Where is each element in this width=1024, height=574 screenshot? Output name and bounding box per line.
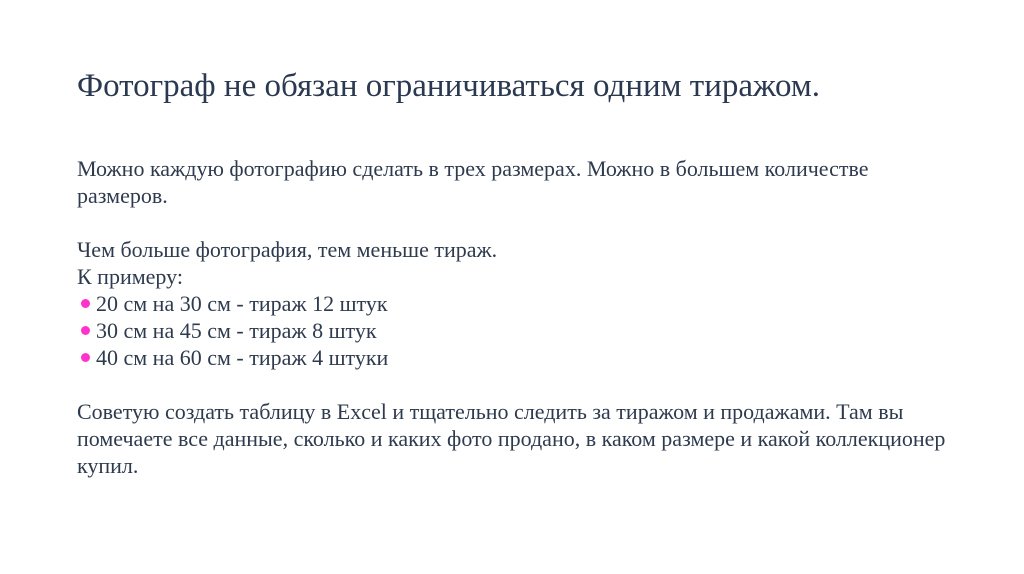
list-item-text: 40 см на 60 см - тираж 4 штуки	[96, 345, 389, 370]
slide-title: Фотограф не обязан ограничиваться одним тиражом.	[77, 68, 820, 104]
example-intro-line: Чем больше фотография, тем меньше тираж.	[77, 237, 498, 262]
example-block	[77, 236, 947, 371]
size-list	[77, 290, 947, 371]
advice-paragraph: Советую создать таблицу в Excel и тщательно следить за тиражом и продажами. Там вы помечаете все данные, сколько и каких фото продано, в каком размере и какой коллекционер купил.	[77, 399, 946, 478]
list-item-text: 30 см на 45 см - тираж 8 штук	[96, 318, 377, 343]
list-item	[77, 344, 947, 371]
slide-body	[77, 155, 947, 479]
list-item	[77, 290, 947, 317]
example-label: К примеру:	[77, 264, 183, 289]
list-item-text: 20 см на 30 см - тираж 12 штук	[96, 291, 388, 316]
bullet-dot-icon	[81, 299, 90, 308]
intro-paragraph: Можно каждую фотографию сделать в трех размерах. Можно в большем количестве размеров.	[77, 156, 869, 208]
bullet-dot-icon	[81, 326, 90, 335]
list-item	[77, 317, 947, 344]
bullet-dot-icon	[81, 353, 90, 362]
